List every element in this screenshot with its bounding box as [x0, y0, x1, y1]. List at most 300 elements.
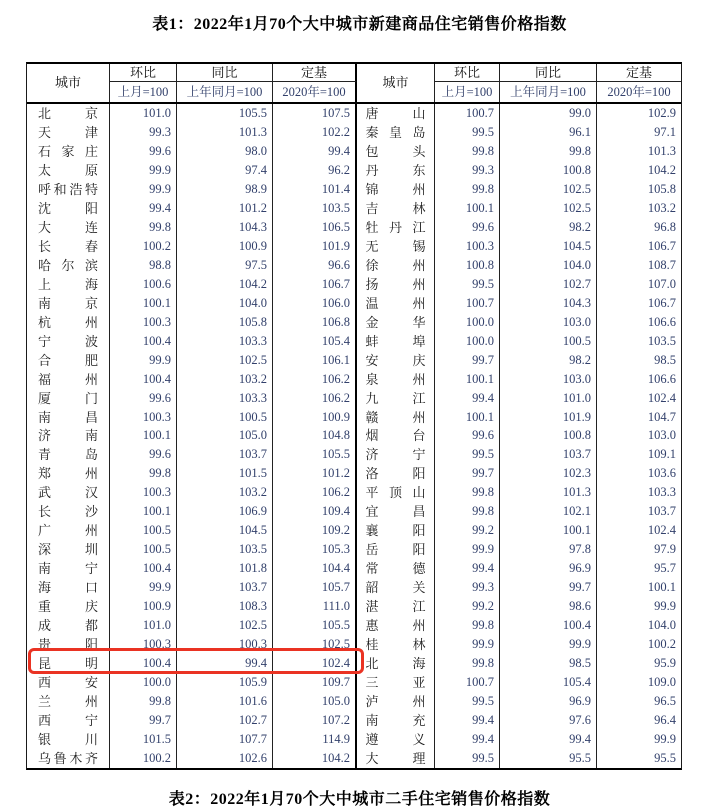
city-name-cell	[357, 142, 435, 161]
mom-index-cell: 99.9	[110, 351, 177, 370]
base-index-cell: 106.5	[273, 218, 357, 237]
yoy-index-cell: 100.9	[177, 237, 273, 256]
city-name-cell	[27, 313, 110, 332]
city-name: 宜昌	[365, 504, 426, 520]
mom-index-cell: 100.4	[110, 559, 177, 578]
city-name-cell	[357, 389, 435, 408]
city-name-cell	[357, 180, 435, 199]
header-base-right: 定基	[625, 65, 652, 80]
city-name: 包头	[365, 143, 426, 159]
table-row	[27, 180, 681, 199]
city-name-cell	[357, 218, 435, 237]
city-name: 遵义	[365, 731, 426, 747]
city-name: 海口	[38, 580, 98, 596]
city-name-cell	[27, 616, 110, 635]
base-index-cell: 106.7	[273, 275, 357, 294]
city-name: 扬州	[365, 276, 426, 292]
city-name: 哈尔滨	[38, 257, 98, 273]
base-index-cell: 96.2	[273, 161, 357, 180]
yoy-index-cell: 105.8	[177, 313, 273, 332]
yoy-index-cell: 99.4	[177, 654, 273, 673]
city-name-cell	[27, 559, 110, 578]
city-name: 南宁	[38, 561, 98, 577]
yoy-index-cell: 104.5	[177, 521, 273, 540]
city-name-cell	[27, 256, 110, 275]
yoy-index-cell: 106.9	[177, 502, 273, 521]
yoy-index-cell: 102.5	[500, 180, 597, 199]
base-index-cell: 105.8	[647, 181, 676, 196]
yoy-index-cell: 98.2	[500, 218, 597, 237]
mom-index-cell: 100.4	[110, 654, 177, 673]
header-city-left: 城市	[27, 64, 110, 102]
mom-index-cell: 99.7	[110, 711, 177, 730]
city-name-cell	[357, 464, 435, 483]
city-name-cell	[357, 730, 435, 749]
base-index-cell: 105.4	[273, 332, 357, 351]
city-name: 平顶山	[365, 485, 426, 501]
city-name: 大连	[38, 219, 98, 235]
city-name: 天津	[38, 124, 98, 140]
table-row	[27, 673, 681, 692]
highlight-box-kunming-row	[28, 648, 364, 674]
mom-index-cell: 99.5	[435, 445, 500, 464]
mom-index-cell: 100.0	[435, 313, 500, 332]
yoy-index-cell: 102.5	[177, 616, 273, 635]
city-name-cell	[357, 294, 435, 313]
city-name: 丹东	[365, 162, 426, 178]
subheader-yoy-left: 上年同月=100	[177, 81, 273, 102]
mom-index-cell: 99.6	[110, 445, 177, 464]
city-name-cell	[27, 749, 110, 768]
yoy-index-cell: 105.4	[500, 673, 597, 692]
base-index-cell: 95.9	[654, 656, 676, 671]
base-index-cell: 103.2	[647, 200, 676, 215]
city-name-cell	[357, 256, 435, 275]
mom-index-cell: 99.2	[435, 597, 500, 616]
city-name: 蚌埠	[365, 333, 426, 349]
mom-index-cell: 99.4	[435, 711, 500, 730]
table-row	[27, 142, 681, 161]
table-row	[27, 464, 681, 483]
header-yoy-left: 同比	[177, 64, 273, 81]
table-row	[27, 445, 681, 464]
city-name-cell	[27, 445, 110, 464]
city-name: 银川	[38, 731, 98, 747]
mom-index-cell: 100.0	[435, 332, 500, 351]
city-name: 昆明	[38, 656, 98, 672]
city-name: 泉州	[365, 371, 426, 387]
city-name: 厦门	[38, 390, 98, 406]
base-index-cell: 102.4	[647, 523, 676, 538]
yoy-index-cell: 101.5	[177, 464, 273, 483]
yoy-index-cell: 97.8	[500, 540, 597, 559]
city-name: 三亚	[365, 675, 426, 691]
yoy-index-cell: 101.6	[177, 692, 273, 711]
city-name: 西宁	[38, 713, 98, 728]
header-mom-right: 环比	[435, 64, 500, 81]
mom-index-cell: 100.6	[110, 275, 177, 294]
yoy-index-cell: 104.3	[500, 294, 597, 313]
city-name: 重庆	[38, 599, 98, 615]
mom-index-cell: 100.9	[110, 597, 177, 616]
yoy-index-cell: 101.3	[177, 123, 273, 142]
clipped-next-table-title: 表2：2022年1月70个大中城市二手住宅销售价格指数	[168, 791, 551, 808]
yoy-index-cell: 96.9	[500, 559, 597, 578]
base-index-cell: 103.3	[647, 485, 676, 500]
yoy-index-cell: 100.1	[500, 521, 597, 540]
mom-index-cell: 100.5	[110, 540, 177, 559]
mom-index-cell: 100.3	[110, 635, 177, 654]
mom-index-cell: 99.4	[435, 559, 500, 578]
base-index-cell: 108.7	[647, 257, 676, 272]
base-index-cell: 105.5	[273, 616, 357, 635]
city-name-cell	[27, 464, 110, 483]
base-index-cell: 102.4	[273, 654, 357, 673]
base-index-cell: 109.1	[647, 447, 676, 462]
table-row	[27, 294, 681, 313]
city-name-cell	[27, 142, 110, 161]
city-name-cell	[27, 104, 110, 123]
yoy-index-cell: 102.5	[177, 351, 273, 370]
base-index-cell: 96.5	[654, 694, 676, 709]
city-name: 杭州	[38, 314, 98, 330]
base-index-cell: 104.2	[273, 749, 357, 768]
yoy-index-cell: 105.5	[177, 104, 273, 123]
city-name-cell	[357, 123, 435, 142]
city-name-cell	[27, 294, 110, 313]
yoy-index-cell: 97.6	[500, 711, 597, 730]
table-row	[27, 256, 681, 275]
city-name: 泸州	[365, 694, 426, 710]
base-index-cell: 101.3	[647, 143, 676, 158]
city-name: 沈阳	[38, 200, 98, 216]
city-name: 太原	[38, 162, 98, 178]
base-index-cell: 109.4	[273, 502, 357, 521]
mom-index-cell: 100.3	[110, 483, 177, 502]
yoy-index-cell: 105.9	[177, 673, 273, 692]
base-index-cell: 106.7	[647, 238, 676, 253]
base-index-cell: 101.4	[273, 180, 357, 199]
city-name: 温州	[365, 295, 426, 311]
mom-index-cell: 99.8	[435, 483, 500, 502]
city-name: 合肥	[38, 352, 98, 368]
city-name-cell	[357, 749, 435, 768]
mom-index-cell: 100.7	[435, 104, 500, 123]
city-name: 秦皇岛	[365, 124, 426, 140]
table-row	[27, 578, 681, 597]
yoy-index-cell: 103.7	[177, 578, 273, 597]
city-name-cell	[357, 540, 435, 559]
city-name: 岳阳	[365, 542, 426, 558]
city-name-cell	[357, 332, 435, 351]
yoy-index-cell: 100.8	[500, 426, 597, 445]
city-name-cell	[27, 597, 110, 616]
base-index-cell: 106.0	[273, 294, 357, 313]
city-name-cell	[357, 445, 435, 464]
city-name: 上海	[38, 276, 98, 292]
mom-index-cell: 99.9	[110, 161, 177, 180]
city-name: 常德	[365, 561, 426, 577]
city-name-cell	[357, 351, 435, 370]
mom-index-cell: 99.9	[435, 540, 500, 559]
mom-index-cell: 99.3	[435, 161, 500, 180]
mom-index-cell: 100.8	[435, 256, 500, 275]
mom-index-cell: 99.8	[435, 142, 500, 161]
mom-index-cell: 99.8	[110, 692, 177, 711]
yoy-index-cell: 97.4	[177, 161, 273, 180]
yoy-index-cell: 105.0	[177, 426, 273, 445]
base-index-cell: 106.6	[647, 371, 676, 386]
city-name: 北京	[38, 106, 98, 121]
base-index-cell: 102.5	[273, 635, 357, 654]
base-index-cell: 98.5	[654, 352, 676, 367]
city-name: 九江	[365, 390, 426, 406]
city-name-cell	[27, 389, 110, 408]
table-row	[27, 749, 681, 768]
table-row	[27, 161, 681, 180]
yoy-index-cell: 102.1	[500, 502, 597, 521]
city-name-cell	[357, 521, 435, 540]
mom-index-cell: 99.9	[110, 180, 177, 199]
city-name: 广州	[38, 523, 98, 539]
city-name: 西安	[38, 675, 98, 691]
mom-index-cell: 100.1	[435, 199, 500, 218]
table-row	[27, 351, 681, 370]
city-name-cell	[357, 199, 435, 218]
city-name-cell	[357, 578, 435, 597]
base-index-cell: 101.2	[273, 464, 357, 483]
base-index-cell: 95.5	[654, 750, 676, 765]
city-name: 北海	[365, 656, 426, 672]
base-index-cell: 106.8	[273, 313, 357, 332]
table-header	[27, 64, 681, 104]
yoy-index-cell: 103.5	[177, 540, 273, 559]
base-index-cell: 107.5	[273, 104, 357, 123]
city-name: 赣州	[365, 409, 426, 425]
yoy-index-cell: 104.5	[500, 237, 597, 256]
city-name: 武汉	[38, 485, 98, 501]
city-name-cell	[27, 540, 110, 559]
base-index-cell: 107.2	[273, 711, 357, 730]
mom-index-cell: 99.8	[435, 502, 500, 521]
mom-index-cell: 101.5	[110, 730, 177, 749]
yoy-index-cell: 95.5	[500, 749, 597, 768]
city-name: 牡丹江	[365, 219, 426, 235]
mom-index-cell: 99.6	[110, 142, 177, 161]
city-name-cell	[357, 104, 435, 123]
base-index-cell: 105.0	[273, 692, 357, 711]
yoy-index-cell: 103.0	[500, 313, 597, 332]
mom-index-cell: 100.2	[110, 237, 177, 256]
base-index-cell: 114.9	[273, 730, 357, 749]
city-name-cell	[357, 635, 435, 654]
mom-index-cell: 101.0	[110, 616, 177, 635]
yoy-index-cell: 100.5	[500, 332, 597, 351]
city-name: 青岛	[38, 447, 98, 463]
city-name-cell	[27, 237, 110, 256]
mom-index-cell: 99.6	[110, 389, 177, 408]
yoy-index-cell: 103.3	[177, 332, 273, 351]
table-row	[27, 199, 681, 218]
table-row	[27, 540, 681, 559]
mom-index-cell: 100.1	[110, 294, 177, 313]
table-row	[27, 730, 681, 749]
table-row	[27, 426, 681, 445]
city-name-cell	[27, 275, 110, 294]
table-row	[27, 408, 681, 427]
base-index-cell: 106.1	[273, 351, 357, 370]
mom-index-cell: 99.5	[435, 123, 500, 142]
city-name-cell	[357, 370, 435, 389]
table-row	[27, 389, 681, 408]
city-name-cell	[357, 313, 435, 332]
city-name: 洛阳	[365, 466, 426, 482]
mom-index-cell: 99.6	[435, 426, 500, 445]
city-name: 长沙	[38, 504, 98, 520]
base-index-cell: 106.6	[647, 314, 676, 329]
base-index-cell: 96.6	[273, 256, 357, 275]
base-index-cell: 99.4	[273, 142, 357, 161]
yoy-index-cell: 102.3	[500, 464, 597, 483]
city-name: 宁波	[38, 333, 98, 349]
mom-index-cell: 99.5	[435, 749, 500, 768]
base-index-cell: 104.2	[647, 162, 676, 177]
yoy-index-cell: 104.3	[177, 218, 273, 237]
yoy-index-cell: 103.2	[177, 370, 273, 389]
table-row	[27, 502, 681, 521]
base-index-cell: 109.0	[647, 675, 676, 690]
city-name-cell	[357, 559, 435, 578]
mom-index-cell: 99.8	[435, 180, 500, 199]
yoy-index-cell: 104.0	[500, 256, 597, 275]
city-name: 唐山	[365, 106, 426, 121]
city-name-cell	[27, 161, 110, 180]
city-name: 济南	[38, 428, 98, 444]
city-name: 贵阳	[38, 637, 98, 653]
city-name: 大理	[365, 750, 426, 766]
city-name-cell	[27, 351, 110, 370]
yoy-index-cell: 100.4	[500, 616, 597, 635]
base-index-cell: 104.8	[273, 426, 357, 445]
yoy-index-cell: 97.5	[177, 256, 273, 275]
base-index-cell: 104.0	[647, 618, 676, 633]
city-name-cell	[357, 161, 435, 180]
table-row	[27, 521, 681, 540]
base-index-cell: 106.7	[647, 295, 676, 310]
city-name: 惠州	[365, 618, 426, 634]
table-row	[27, 597, 681, 616]
base-index-cell: 104.4	[273, 559, 357, 578]
city-name-cell	[27, 483, 110, 502]
yoy-index-cell: 96.9	[500, 692, 597, 711]
mom-index-cell: 99.3	[435, 578, 500, 597]
table-row	[27, 275, 681, 294]
header-base-left: 定基	[273, 64, 357, 81]
city-name-cell	[357, 408, 435, 427]
mom-index-cell: 100.1	[110, 502, 177, 521]
mom-index-cell: 100.3	[110, 313, 177, 332]
mom-index-cell: 100.7	[435, 673, 500, 692]
subheader-yoy-right: 上年同月=100	[500, 81, 597, 102]
yoy-index-cell: 98.2	[500, 351, 597, 370]
city-name: 乌鲁木齐	[38, 750, 98, 766]
city-name: 南充	[365, 713, 426, 728]
mom-index-cell: 99.4	[435, 730, 500, 749]
city-name-cell	[357, 711, 435, 730]
table-row	[27, 483, 681, 502]
city-name-cell	[357, 502, 435, 521]
mom-index-cell: 100.5	[110, 521, 177, 540]
yoy-index-cell: 103.7	[500, 445, 597, 464]
base-index-cell: 106.2	[273, 389, 357, 408]
yoy-index-cell: 101.2	[177, 199, 273, 218]
yoy-index-cell: 98.5	[500, 654, 597, 673]
table-row	[27, 218, 681, 237]
yoy-index-cell: 102.7	[500, 275, 597, 294]
mom-index-cell: 99.7	[435, 351, 500, 370]
yoy-index-cell: 101.3	[500, 483, 597, 502]
mom-index-cell: 99.5	[435, 692, 500, 711]
city-name-cell	[357, 426, 435, 445]
mom-index-cell: 99.8	[110, 218, 177, 237]
yoy-index-cell: 100.8	[500, 161, 597, 180]
base-index-cell: 103.7	[647, 504, 676, 519]
mom-index-cell: 99.5	[435, 275, 500, 294]
city-name: 吉林	[365, 200, 426, 216]
subheader-base-left: 2020年=100	[273, 81, 357, 102]
city-name: 襄阳	[365, 523, 426, 539]
yoy-index-cell: 103.2	[177, 483, 273, 502]
city-name-cell	[27, 711, 110, 730]
mom-index-cell: 100.7	[435, 294, 500, 313]
city-name: 长春	[38, 238, 98, 254]
mom-index-cell: 98.8	[110, 256, 177, 275]
city-name-cell	[27, 180, 110, 199]
yoy-index-cell: 103.7	[177, 445, 273, 464]
city-name-cell	[27, 199, 110, 218]
yoy-index-cell: 98.6	[500, 597, 597, 616]
city-name-cell	[27, 692, 110, 711]
city-name: 烟台	[365, 428, 426, 444]
city-name-cell	[27, 218, 110, 237]
city-name: 南昌	[38, 409, 98, 425]
mom-index-cell: 101.0	[110, 104, 177, 123]
city-name: 石家庄	[38, 143, 98, 159]
city-name-cell	[27, 521, 110, 540]
mom-index-cell: 99.8	[435, 616, 500, 635]
city-name: 南京	[38, 295, 98, 311]
mom-index-cell: 100.1	[110, 426, 177, 445]
mom-index-cell: 100.1	[435, 408, 500, 427]
yoy-index-cell: 99.0	[500, 104, 597, 123]
city-name-cell	[357, 483, 435, 502]
city-name: 福州	[38, 371, 98, 387]
base-index-cell: 109.2	[273, 521, 357, 540]
base-index-cell: 97.1	[654, 124, 676, 139]
city-name: 济宁	[365, 447, 426, 463]
city-name-cell	[357, 237, 435, 256]
base-index-cell: 105.7	[273, 578, 357, 597]
city-name-cell	[27, 123, 110, 142]
base-index-cell: 104.7	[647, 409, 676, 424]
yoy-index-cell: 99.9	[500, 635, 597, 654]
base-index-cell: 96.8	[654, 219, 676, 234]
base-index-cell: 97.9	[654, 542, 676, 557]
city-name-cell	[27, 502, 110, 521]
mom-index-cell: 100.4	[110, 332, 177, 351]
city-name-cell	[27, 730, 110, 749]
yoy-index-cell: 103.3	[177, 389, 273, 408]
